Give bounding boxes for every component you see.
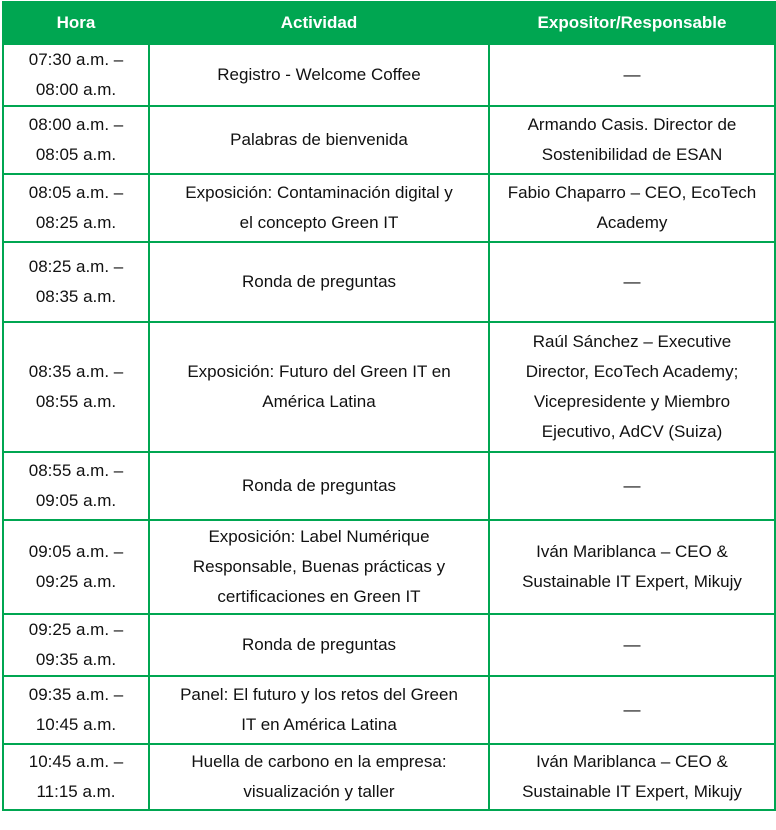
header-hora: Hora [3,2,149,44]
cell-actividad-line: Palabras de bienvenida [230,130,408,149]
cell-actividad [149,452,489,520]
table-row [3,44,775,106]
cell-hora [3,242,149,322]
cell-actividad-line: Exposición: Futuro del Green IT en [187,362,451,381]
cell-hora-line: 10:45 a.m. – [28,752,124,771]
cell-expositor-line: Director, EcoTech Academy; [525,362,739,381]
cell-hora [3,322,149,452]
cell-hora [3,614,149,676]
cell-hora-line: 08:55 a.m. – [28,461,124,480]
agenda-container [2,1,774,811]
cell-expositor-line: — [623,700,641,719]
cell-actividad-line: Exposición: Contaminación digital y [185,183,453,202]
cell-expositor [489,520,775,614]
cell-actividad-line: Huella de carbono en la empresa: [191,752,447,771]
agenda-table-head [3,2,775,44]
header-expositor: Expositor/Responsable [489,2,775,44]
cell-hora [3,520,149,614]
cell-hora-line: 09:35 a.m. [35,650,117,669]
cell-expositor-line: Academy [596,213,668,232]
cell-hora-line: 07:30 a.m. – [28,50,124,69]
cell-expositor-line: — [623,272,641,291]
cell-actividad-line: el concepto Green IT [239,213,399,232]
cell-hora [3,744,149,810]
header-actividad: Actividad [149,2,489,44]
cell-actividad-line: Ronda de preguntas [241,272,397,291]
table-row [3,452,775,520]
cell-hora-line: 09:05 a.m. – [28,542,124,561]
cell-actividad [149,44,489,106]
cell-hora-line: 08:05 a.m. – [28,183,124,202]
cell-hora [3,452,149,520]
cell-actividad-line: Registro - Welcome Coffee [217,65,421,84]
cell-hora-line: 11:15 a.m. [36,782,116,801]
cell-hora-line: 08:25 a.m. – [28,257,124,276]
table-row [3,106,775,174]
table-row [3,242,775,322]
cell-expositor-line: — [623,65,641,84]
cell-expositor [489,744,775,810]
table-row [3,614,775,676]
cell-expositor-line: Sostenibilidad de ESAN [541,145,723,164]
cell-expositor-line: Raúl Sánchez – Executive [532,332,732,351]
cell-expositor-line: Iván Mariblanca – CEO & [536,542,728,561]
cell-expositor-line: Fabio Chaparro – CEO, EcoTech [507,183,757,202]
agenda-table [2,1,776,811]
cell-actividad [149,174,489,242]
cell-hora-line: 10:45 a.m. [35,715,117,734]
cell-expositor [489,174,775,242]
cell-actividad-line: certificaciones en Green IT [217,587,421,606]
cell-expositor-line: Ejecutivo, AdCV (Suiza) [541,422,723,441]
cell-expositor-line: — [623,635,641,654]
cell-hora [3,676,149,744]
cell-actividad [149,676,489,744]
cell-expositor [489,44,775,106]
cell-hora-line: 08:55 a.m. [35,392,117,411]
cell-hora [3,44,149,106]
table-row [3,520,775,614]
cell-actividad-line: Panel: El futuro y los retos del Green [180,685,458,704]
cell-hora-line: 09:35 a.m. – [28,685,124,704]
cell-actividad-line: América Latina [262,392,376,411]
cell-actividad [149,106,489,174]
cell-actividad [149,322,489,452]
cell-hora [3,174,149,242]
cell-hora-line: 08:00 a.m. – [28,115,124,134]
cell-hora-line: 09:25 a.m. [35,572,117,591]
cell-expositor [489,242,775,322]
cell-hora-line: 09:25 a.m. – [28,620,124,639]
cell-expositor [489,106,775,174]
table-row [3,744,775,810]
cell-expositor-line: Vicepresidente y Miembro [533,392,731,411]
cell-expositor [489,614,775,676]
cell-actividad [149,744,489,810]
cell-hora-line: 09:05 a.m. [35,491,117,510]
cell-expositor [489,322,775,452]
cell-hora-line: 08:35 a.m. – [28,362,124,381]
cell-actividad-line: Ronda de preguntas [241,635,397,654]
cell-actividad-line: visualización y taller [243,782,395,801]
cell-actividad [149,242,489,322]
cell-expositor-line: Sustainable IT Expert, Mikujy [522,572,742,591]
cell-actividad-line: Exposición: Label Numérique [208,527,430,546]
cell-expositor-line: — [623,476,641,495]
cell-actividad [149,520,489,614]
cell-actividad-line: IT en América Latina [241,715,397,734]
agenda-table-body [3,44,775,810]
cell-expositor-line: Armando Casis. Director de [527,115,737,134]
cell-hora-line: 08:25 a.m. [35,213,117,232]
cell-actividad-line: Ronda de preguntas [241,476,397,495]
cell-expositor-line: Sustainable IT Expert, Mikujy [522,782,742,801]
cell-actividad-line: Responsable, Buenas prácticas y [192,557,446,576]
table-row [3,174,775,242]
cell-actividad [149,614,489,676]
table-row [3,676,775,744]
cell-hora [3,106,149,174]
cell-hora-line: 08:05 a.m. [35,145,117,164]
cell-hora-line: 08:35 a.m. [35,287,117,306]
cell-expositor [489,452,775,520]
cell-expositor [489,676,775,744]
header-row [3,2,775,44]
cell-expositor-line: Iván Mariblanca – CEO & [536,752,728,771]
table-row [3,322,775,452]
cell-hora-line: 08:00 a.m. [35,80,117,99]
